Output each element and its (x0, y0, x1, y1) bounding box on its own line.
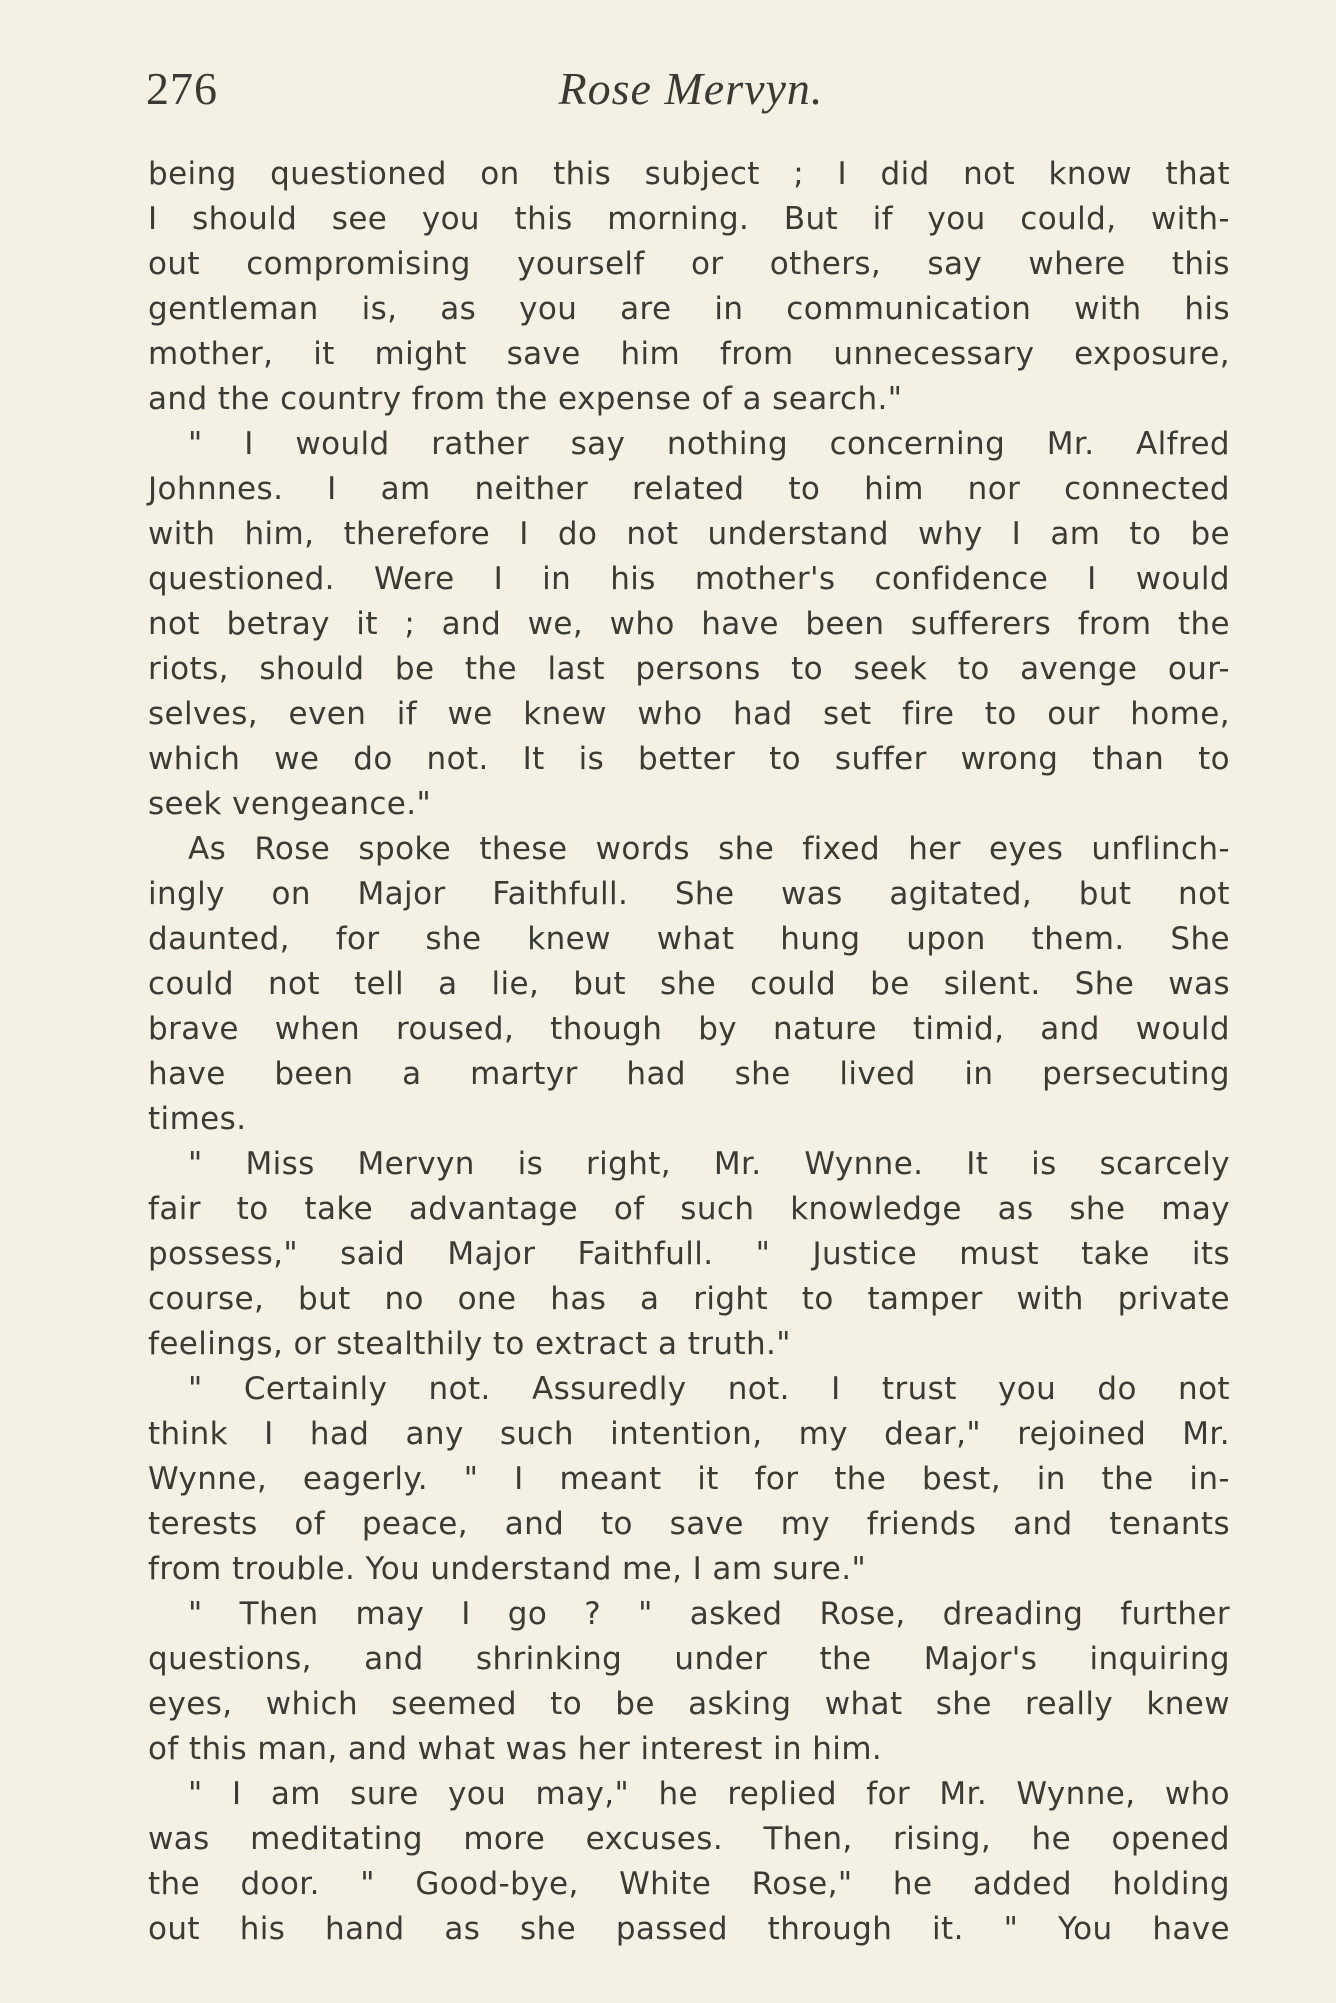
text-line: feelings, or stealthily to extract a truth." (148, 1326, 791, 1362)
body-text (148, 152, 1230, 1952)
text-line: gentleman is, as you are in communication with his (148, 291, 1230, 327)
text-line: being questioned on this subject ; I did not know that (148, 156, 1230, 192)
text-line: not betray it ; and we, who have been sufferers from the (148, 606, 1230, 642)
text-line: was meditating more excuses. Then, rising, he opened (148, 1821, 1230, 1857)
text-line: could not tell a lie, but she could be silent. She was (148, 966, 1230, 1002)
text-line: think I had any such intention, my dear," rejoined Mr. (148, 1416, 1230, 1452)
text-line: Wynne, eagerly. " I meant it for the best, in the in- (148, 1461, 1230, 1497)
text-line: from trouble. You understand me, I am sure." (148, 1551, 867, 1587)
text-line: terests of peace, and to save my friends and tenants (148, 1506, 1230, 1542)
text-line: the door. " Good-bye, White Rose," he added holding (148, 1866, 1230, 1902)
text-line: daunted, for she knew what hung upon them. She (148, 921, 1230, 957)
text-line: seek vengeance." (148, 786, 432, 822)
text-line: selves, even if we knew who had set fire to our home, (148, 696, 1230, 732)
text-line: " Then may I go ? " asked Rose, dreading further (188, 1596, 1230, 1632)
text-line: I should see you this morning. But if you could, with- (148, 201, 1230, 237)
text-line: fair to take advantage of such knowledge as she may (148, 1191, 1230, 1227)
text-line: possess," said Major Faithfull. " Justice must take its (148, 1236, 1230, 1272)
text-line: out his hand as she passed through it. " You have (148, 1911, 1230, 1947)
text-line: out compromising yourself or others, say where this (148, 246, 1230, 282)
text-line: questions, and shrinking under the Major's inquiring (148, 1641, 1230, 1677)
text-line: Johnnes. I am neither related to him nor connected (148, 471, 1230, 507)
text-line: times. (148, 1101, 247, 1137)
text-line: of this man, and what was her interest in him. (148, 1731, 883, 1767)
text-line: which we do not. It is better to suffer wrong than to (148, 741, 1230, 777)
text-line: As Rose spoke these words she fixed her eyes unflinch- (188, 831, 1230, 867)
text-line: questioned. Were I in his mother's confidence I would (148, 561, 1230, 597)
text-line: brave when roused, though by nature timid, and would (148, 1011, 1230, 1047)
text-line: ingly on Major Faithfull. She was agitated, but not (148, 876, 1230, 912)
text-line: " I am sure you may," he replied for Mr. Wynne, who (188, 1776, 1230, 1812)
text-line: " I would rather say nothing concerning Mr. Alfred (188, 426, 1230, 462)
text-line: have been a martyr had she lived in persecuting (148, 1056, 1230, 1092)
text-line: with him, therefore I do not understand why I am to be (148, 516, 1230, 552)
text-line: " Miss Mervyn is right, Mr. Wynne. It is scarcely (188, 1146, 1230, 1182)
text-line: riots, should be the last persons to seek to avenge our- (148, 651, 1230, 687)
text-line: " Certainly not. Assuredly not. I trust you do not (188, 1371, 1230, 1407)
running-head (146, 62, 1236, 122)
text-line: course, but no one has a right to tamper with private (148, 1281, 1230, 1317)
text-line: mother, it might save him from unnecessary exposure, (148, 336, 1230, 372)
running-title: Rose Mervyn. (558, 63, 824, 114)
page-number: 276 (146, 63, 218, 114)
text-line: and the country from the expense of a search." (148, 381, 903, 417)
text-line: eyes, which seemed to be asking what she really knew (148, 1686, 1230, 1722)
